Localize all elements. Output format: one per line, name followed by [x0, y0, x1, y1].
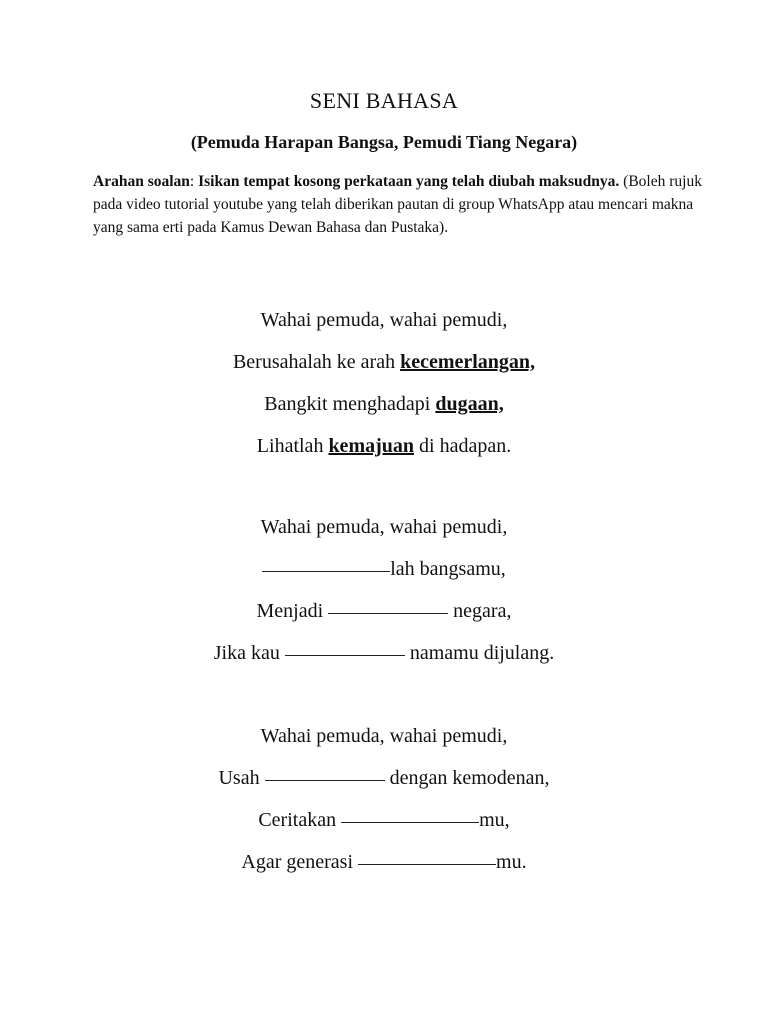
stanza-3-line-3 — [0, 799, 768, 841]
line-text: Jika kau — [213, 642, 285, 664]
stanza-1-line-1: Wahai pemuda, wahai pemudi, — [260, 309, 508, 331]
stanza-2-line-4 — [0, 632, 768, 674]
line-text: Berusahalah ke arah — [232, 351, 401, 373]
key-word: kemajuan — [328, 435, 415, 457]
key-word: dugaan, — [435, 393, 504, 415]
instructions-paragraph — [93, 170, 713, 239]
instructions-task: Isikan tempat kosong perkataan yang telah diubah maksudnya. — [194, 173, 620, 190]
stanza-3-line-2 — [0, 757, 768, 799]
line-text: negara, — [448, 600, 512, 622]
key-word: kecemerlangan, — [400, 351, 536, 373]
page-title: SENI BAHASA — [309, 88, 459, 113]
line-text: mu. — [496, 851, 527, 873]
answer-blank[interactable] — [265, 780, 385, 781]
answer-blank[interactable] — [341, 822, 479, 823]
line-text: mu, — [479, 809, 510, 831]
stanza-1-line-3 — [0, 383, 768, 425]
stanza-3-line-1: Wahai pemuda, wahai pemudi, — [260, 725, 508, 747]
page-subtitle: (Pemuda Harapan Bangsa, Pemudi Tiang Negara) — [190, 132, 578, 152]
stanza-2-line-1: Wahai pemuda, wahai pemudi, — [260, 516, 508, 538]
answer-blank[interactable] — [328, 613, 448, 614]
instructions-colon: : — [189, 173, 195, 190]
line-text: namamu dijulang. — [404, 642, 555, 664]
line-text: Lihatlah — [256, 435, 329, 457]
stanza-3-line-4 — [0, 841, 768, 883]
line-text: Menjadi — [256, 600, 329, 622]
line-text: Ceritakan — [258, 809, 342, 831]
instructions-lead: Arahan soalan — [93, 173, 190, 190]
stanza-3 — [0, 715, 768, 883]
line-text: Agar generasi — [241, 851, 359, 873]
line-text: di hadapan. — [414, 435, 512, 457]
answer-blank[interactable] — [358, 864, 496, 865]
answer-blank[interactable] — [285, 655, 405, 656]
line-text: Bangkit menghadapi — [264, 393, 436, 415]
line-text: Usah — [218, 767, 265, 789]
stanza-2-line-2 — [0, 548, 768, 590]
stanza-2-line-3 — [0, 590, 768, 632]
stanza-1-line-2 — [0, 341, 768, 383]
stanza-1 — [0, 299, 768, 467]
line-text: lah bangsamu, — [390, 558, 506, 580]
instructions-note: (Boleh rujuk pada video tutorial youtube yang telah diberikan pautan di group WhatsApp atau mencari makna yang sama erti pada Kamus Dewan Bahasa dan Pustaka). — [93, 173, 702, 236]
stanza-1-line-4 — [0, 425, 768, 467]
line-text: dengan kemodenan, — [384, 767, 550, 789]
answer-blank[interactable] — [262, 571, 390, 572]
stanza-2 — [0, 506, 768, 674]
